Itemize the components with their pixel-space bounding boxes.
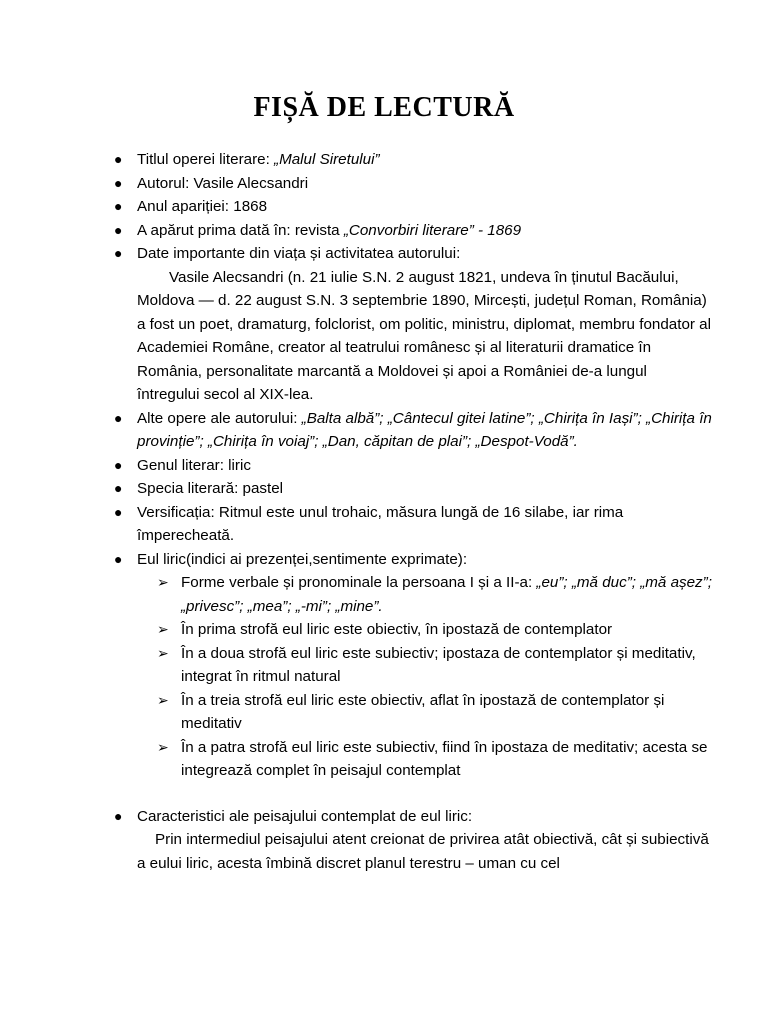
page-title: FIȘĂ DE LECTURĂ [253,92,515,123]
sub1-label: Forme verbale și pronominale la persoana I și a II-a: [181,574,537,591]
sub-item-strofa-2 [137,642,712,689]
eul-sub-list [137,571,712,783]
sub-item-forme [137,571,712,618]
caract-paragraph: Prin intermediul peisajului atent creionat de privirea atât obiectivă, cât și subiectivă a eului liric, acesta îmbină discret planul terestru – uman cu cel [137,831,709,872]
date-label: Date importante din viața și activitatea autorului: [137,245,461,262]
arrow-bullet-icon: ➢ [157,691,169,708]
alte-value: „Balta albă”; „Cântecul gitei latine”; „Chirița în Iași”; „Chirița în provinție”; „Chirița în voiaj”; „Dan, căpitan de plai”; „Despot-Vodă”. [137,409,712,450]
list-item-autor [112,172,712,196]
arrow-bullet-icon: ➢ [157,574,169,590]
sub5-text: În a patra strofă eul liric este subiectiv, fiind în ipostaza de meditativ; acesta se integrează complet în peisajul contemplat [181,738,708,779]
list-item-aparut [112,219,712,243]
eul-label: Eul liric(indici ai prezenței,sentimente exprimate): [137,550,468,568]
list-item-date [112,242,712,407]
bullet-icon: ● [114,245,123,261]
aparut-label: A apărut prima dată în: revista [137,221,344,239]
list-item-eul-liric [112,548,712,783]
sub3-text: În a doua strofă eul liric este subiectiv; ipostaza de contemplator și meditativ, integrat în ritmul natural [181,644,696,685]
autor-text: Autorul: Vasile Alecsandri [137,174,309,192]
sub4-text: În a treia strofă eul liric este obiectiv, aflat în ipostază de contemplator și meditativ [181,691,665,732]
list-item-gen [112,454,712,478]
list-item-versificatia [112,501,712,548]
bullet-icon: ● [114,456,123,473]
date-paragraph: Vasile Alecsandri (n. 21 iulie S.N. 2 august 1821, undeva în ținutul Bacăului, Moldova — d. 22 august S.N. 3 septembrie 1890, Mircești, județul Roman, România) a fost un poet, dramaturg, folclorist, om politic, ministru, diplomat, membru fondator al Academiei Române, creator al teatrului românesc și al literaturii dramatice în România, personalitate marcantă a Moldovei și apoi a României de-a lungul întregului secol al XIX-lea. [137,268,711,403]
spacer [112,783,712,805]
list-item-caracteristici [112,805,712,876]
versificatia-text: Versificația: Ritmul este unul trohaic, măsura lungă de 16 silabe, iar rima împerecheată. [137,503,624,544]
caract-label: Caracteristici ale peisajului contemplat de eul liric: [137,807,473,825]
gen-text: Genul literar: liric [137,456,251,474]
arrow-bullet-icon: ➢ [157,738,169,755]
list-item-specia [112,477,712,501]
arrow-bullet-icon: ➢ [157,621,169,637]
list-item-alte-opere [112,407,712,454]
bullet-icon: ● [114,221,123,238]
bullet-icon: ● [114,550,123,567]
sub1-value: „eu”; „mă duc”; „mă așez”; „privesc”; „mea”; „-mi”; „mine”. [181,574,712,615]
bullet-icon: ● [114,807,123,824]
bullet-icon: ● [114,409,123,426]
bullet-icon: ● [114,503,123,520]
an-text: Anul apariției: 1868 [137,198,268,215]
bullet-list [112,148,712,875]
titlu-value: „Malul Siretului” [274,151,380,168]
list-item-an [112,195,712,219]
alte-label: Alte opere ale autorului: [137,409,302,427]
bullet-icon: ● [114,151,123,167]
bullet-icon: ● [114,480,123,496]
arrow-bullet-icon: ➢ [157,644,169,661]
specia-text: Specia literară: pastel [137,480,284,497]
sub-item-strofa-3 [137,689,712,736]
sub-item-strofa-1 [137,618,712,642]
sub-item-strofa-4 [137,736,712,783]
aparut-value: „Convorbiri literare” - 1869 [343,221,522,239]
bullet-icon: ● [114,198,123,214]
list-item-titlu [112,148,712,172]
sub2-text: În prima strofă eul liric este obiectiv, în ipostază de contemplator [181,621,613,638]
bullet-icon: ● [114,174,123,191]
titlu-label: Titlul operei literare: [137,151,275,168]
